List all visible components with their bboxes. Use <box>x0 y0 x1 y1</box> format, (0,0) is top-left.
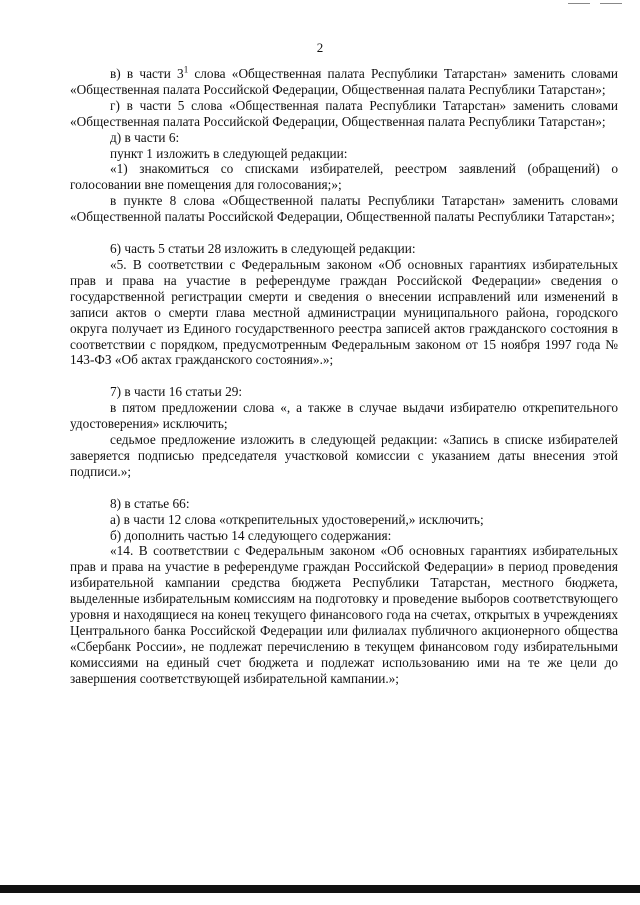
scan-mark-right <box>600 3 622 4</box>
paragraph-7-fifth: в пятом предложении слова «, а также в случае выдачи избирателю открепительного удостоверения» исключить; <box>70 400 618 432</box>
paragraph-item-8: в пункте 8 слова «Общественной палаты Республики Татарстан» заменить словами «Общественной палаты Российской Федерации, Общественной палаты Республики Татарстан»; <box>70 193 618 225</box>
document-body <box>70 66 618 687</box>
paragraph-g: г) в части 5 слова «Общественная палата Республики Татарстан» заменить словами «Общественная палата Российской Федерации, Общественная палата Республики Татарстан»; <box>70 97 618 129</box>
paragraph-8-b: б) дополнить частью 14 следующего содержания: <box>110 527 392 543</box>
scan-border-bottom <box>0 885 640 893</box>
paragraph-item-1-text: «1) знакомиться со списками избирателей, реестром заявлений (обращений) о голосовании вне помещения для голосования;»; <box>70 161 618 193</box>
paragraph-d: д) в части 6: <box>110 129 180 145</box>
paragraph-8-a: а) в части 12 слова «открепительных удостоверений,» исключить; <box>110 511 484 527</box>
paragraph-item-1: пункт 1 изложить в следующей редакции: <box>110 145 348 161</box>
page-number: 2 <box>316 40 324 55</box>
paragraph-8-b-text: «14. В соответствии с Федеральным законом «Об основных гарантиях избирательных прав и права на участие в референдуме граждан Российской Федерации» в период проведения избирательной кампании средства бюджета Республики Татарстан, местного бюджета, выделенные избирательным комиссиям на подготовку и проведение выборов соответствующего уровня и находящиеся на конец текущего финансового года на счетах, открытых в учреждениях Центрального банка Российской Федерации или филиалах публичного акционерного общества «Сбербанк России», не подлежат перечислению в текущем финансовом году избирательными комиссиями на единый счет бюджета и подлежат использованию ими на те же цели до завершения соответствующей избирательной кампании.»; <box>70 543 618 686</box>
paragraph-7-seventh: седьмое предложение изложить в следующей редакции: «Запись в списке избирателей заверяется подписью председателя участковой комиссии с указанием даты внесения этой подписи.»; <box>70 432 618 479</box>
paragraph-7: 7) в части 16 статьи 29: <box>110 384 243 400</box>
paragraph-v: в) в части $3^1$ слова «Общественная палата Республики Татарстан» заменить словами «Общественная палата Российской Федерации, Общественная палата Республики Татарстан»; <box>70 64 618 97</box>
paragraph-6-text: «5. В соответствии с Федеральным законом «Об основных гарантиях избирательных прав и права на участие в референдуме граждан Российской Федерации» сведения о государственной регистрации смерти и сведения о внесении исправлений или изменений в записи актов о смерти глава местной администрации муниципального района, городского округа получает из Единого государственного реестра записей актов гражданского состояния в соответствии с порядком, предусмотренным Федеральным законом от 15 ноября 1997 года № 143-ФЗ «Об актах гражданского состояния».»; <box>70 256 618 368</box>
paragraph-6: 6) часть 5 статьи 28 изложить в следующей редакции: <box>110 241 416 257</box>
superscript: 1 <box>183 64 189 75</box>
scan-mark-left <box>568 3 590 4</box>
paragraph-8: 8) в статье 66: <box>110 495 190 511</box>
